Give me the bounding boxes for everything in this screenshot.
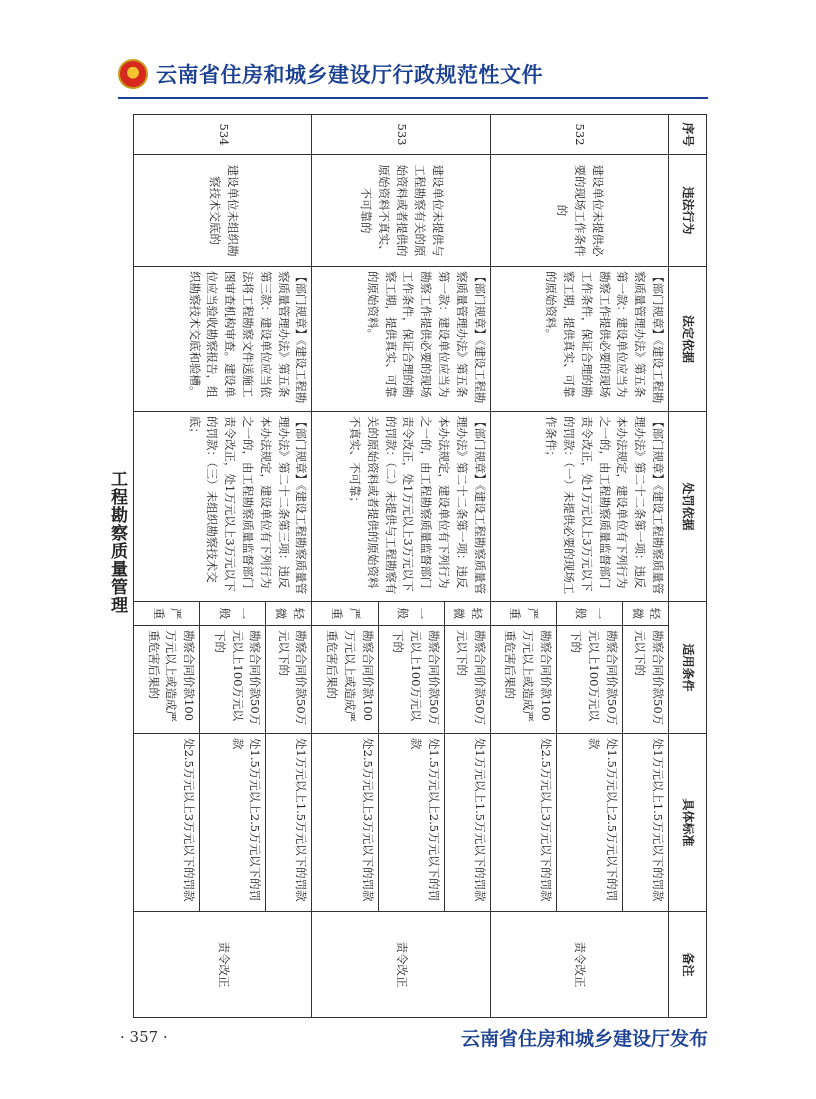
penalty-table bbox=[133, 114, 707, 1018]
applicable-condition: 勘察合同价款50万元以上100万元以下的 bbox=[556, 626, 622, 734]
col-conditions: 适用条件 bbox=[669, 602, 707, 734]
penalty-standard: 处1万元以上1.5万元以下的罚款 bbox=[444, 734, 490, 912]
col-penalty-basis: 处罚依据 bbox=[669, 412, 707, 602]
severity-level: 严重 bbox=[490, 602, 556, 626]
table-row bbox=[444, 115, 490, 1018]
applicable-condition: 勘察合同价款100万元以上或造成严重危害后果的 bbox=[134, 626, 200, 734]
table-header-row bbox=[669, 115, 707, 1018]
row-violation: 建设单位未提供与工程勘察有关的原始资料或者提供的原始资料不真实、不可靠的 bbox=[312, 155, 490, 267]
severity-level: 一般 bbox=[378, 602, 444, 626]
row-remarks: 责令改正 bbox=[134, 912, 312, 1018]
row-violation: 建设单位未提供必要的现场工作条件的 bbox=[490, 155, 668, 267]
footer-publisher: 云南省住房和城乡建设厅发布 bbox=[460, 1028, 708, 1050]
applicable-condition: 勘察合同价款50万元以下的 bbox=[444, 626, 490, 734]
penalty-standard: 处2.5万元以上3万元以下的罚款 bbox=[312, 734, 378, 912]
row-legal-basis: 【部门规章】《建设工程勘察质量管理办法》第五条第一款：建设单位应当为勘察工作提供必要的现场工作条件，保证合理的勘察工期，提供真实、可靠的原始资料。 bbox=[490, 267, 668, 412]
table-body bbox=[134, 115, 669, 1018]
row-legal-basis: 【部门规章】《建设工程勘察质量管理办法》第五条第一款：建设单位应当为勘察工作提供必要的现场工作条件，保证合理的勘察工期，提供真实、可靠的原始资料。 bbox=[312, 267, 490, 412]
row-remarks: 责令改正 bbox=[312, 912, 490, 1018]
severity-level: 轻微 bbox=[623, 602, 669, 626]
table-row bbox=[266, 115, 312, 1018]
page-number: · 357 · bbox=[120, 1028, 168, 1046]
penalty-standard: 处2.5万元以上3万元以下的罚款 bbox=[134, 734, 200, 912]
severity-level: 严重 bbox=[312, 602, 378, 626]
penalty-standard: 处1万元以上1.5万元以下的罚款 bbox=[623, 734, 669, 912]
penalty-standard: 处2.5万元以上3万元以下的罚款 bbox=[490, 734, 556, 912]
rotated-table-wrapper bbox=[133, 114, 707, 1017]
severity-level: 严重 bbox=[134, 602, 200, 626]
col-legal-basis: 法定依据 bbox=[669, 267, 707, 412]
applicable-condition: 勘察合同价款50万元以下的 bbox=[266, 626, 312, 734]
row-seq: 533 bbox=[312, 115, 490, 155]
col-standard: 具体标准 bbox=[669, 734, 707, 912]
applicable-condition: 勘察合同价款100万元以上或造成严重危害后果的 bbox=[312, 626, 378, 734]
penalty-standard: 处1.5万元以上2.5万元以下的罚款 bbox=[200, 734, 266, 912]
table-title: 工程勘察质量管理 bbox=[107, 470, 127, 614]
penalty-standard: 处1万元以上1.5万元以下的罚款 bbox=[266, 734, 312, 912]
row-penalty-basis: 【部门规章】《建设工程勘察质量管理办法》第二十二条第三项：违反本办法规定，建设单位有下列行为之一的，由工程勘察质量监督部门责令改正，处1万元以上3万元以下的罚款：（三）未组织勘察技术交底； bbox=[134, 412, 312, 602]
row-penalty-basis: 【部门规章】《建设工程勘察质量管理办法》第二十二条第一项：违反本办法规定，建设单位有下列行为之一的，由工程勘察质量监督部门责令改正，处1万元以上3万元以下的罚款：（二）未提供与工程勘察有关的原始资料或者提供的原始资料不真实、不可靠； bbox=[312, 412, 490, 602]
applicable-condition: 勘察合同价款50万元以上100万元以下的 bbox=[200, 626, 266, 734]
row-violation: 建设单位未组织勘察技术交底的 bbox=[134, 155, 312, 267]
applicable-condition: 勘察合同价款50万元以下的 bbox=[623, 626, 669, 734]
severity-level: 一般 bbox=[200, 602, 266, 626]
col-remarks: 备注 bbox=[669, 912, 707, 1018]
row-remarks: 责令改正 bbox=[490, 912, 668, 1018]
penalty-standard: 处1.5万元以上2.5万元以下的罚款 bbox=[378, 734, 444, 912]
col-violation: 违法行为 bbox=[669, 155, 707, 267]
penalty-standard: 处1.5万元以上2.5万元以下的罚款 bbox=[556, 734, 622, 912]
national-emblem-icon bbox=[118, 59, 148, 89]
row-seq: 532 bbox=[490, 115, 668, 155]
row-penalty-basis: 【部门规章】《建设工程勘察质量管理办法》第二十二条第一项：违反本办法规定，建设单位有下列行为之一的，由工程勘察质量监督部门责令改正，处1万元以上3万元以下的罚款：（一）未提供必要的现场工作条件； bbox=[490, 412, 668, 602]
applicable-condition: 勘察合同价款100万元以上或造成严重危害后果的 bbox=[490, 626, 556, 734]
table-row bbox=[623, 115, 669, 1018]
applicable-condition: 勘察合同价款50万元以上100万元以下的 bbox=[378, 626, 444, 734]
severity-level: 轻微 bbox=[266, 602, 312, 626]
header-title: 云南省住房和城乡建设厅行政规范性文件 bbox=[156, 63, 543, 87]
col-seq: 序号 bbox=[669, 115, 707, 155]
severity-level: 一般 bbox=[556, 602, 622, 626]
header-rule bbox=[118, 97, 708, 99]
row-legal-basis: 【部门规章】《建设工程勘察质量管理办法》第五条第三款：建设单位应当依法将工程勘察文件送施工图审查机构审查。建设单位应当验收勘察报告，组织勘察技术交底和验槽。 bbox=[134, 267, 312, 412]
page-header bbox=[118, 56, 543, 92]
severity-level: 轻微 bbox=[444, 602, 490, 626]
row-seq: 534 bbox=[134, 115, 312, 155]
